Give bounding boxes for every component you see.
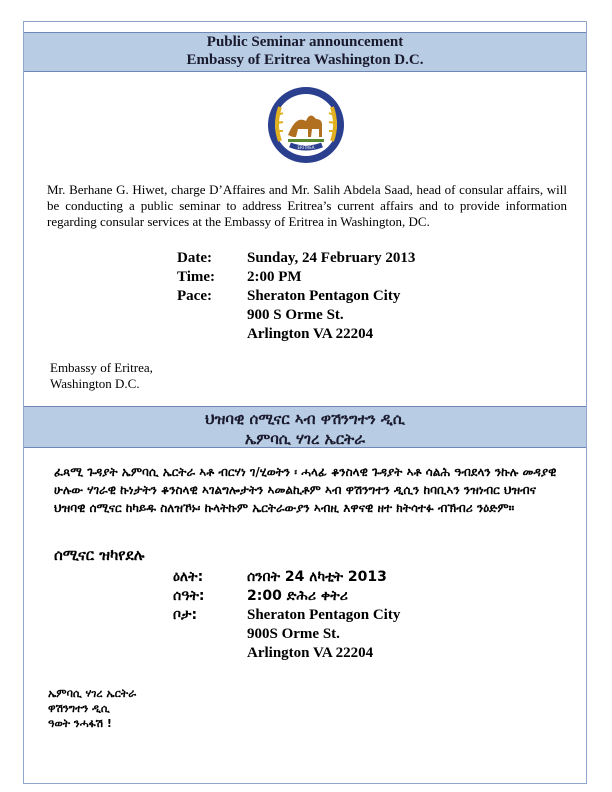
time-value: 2:00 PM bbox=[247, 269, 302, 285]
emblem-text: ERITREA bbox=[297, 145, 315, 150]
tigrinya-date-label: ዕለት: bbox=[173, 569, 204, 585]
english-header-line2: Embassy of Eritrea Washington D.C. bbox=[186, 52, 424, 68]
place-label: Pace: bbox=[177, 288, 212, 304]
date-label: Date: bbox=[177, 250, 212, 266]
english-header-bar bbox=[24, 32, 586, 72]
tigrinya-header-line1: ህዝባዊ ሰሚናር ኣብ ዋሽንግተን ዲሲ bbox=[205, 410, 405, 428]
tigrinya-heading: ሰሚናር ዝካየደሉ bbox=[54, 546, 145, 564]
tigrinya-place-label: ቦታ: bbox=[173, 607, 198, 623]
tigrinya-place-line2: 900S Orme St. bbox=[247, 626, 340, 642]
signature-line1: Embassy of Eritrea, bbox=[50, 360, 153, 375]
english-intro-paragraph: Mr. Berhane G. Hiwet, charge D’Affaires and Mr. Salih Abdela Saad, head of consular affairs, will be conducting a public seminar to address Eritrea’s current affairs and to provide information regarding consular services at the Embassy of Eritrea in Washington, DC. bbox=[47, 182, 567, 229]
eritrea-coat-of-arms-icon bbox=[266, 85, 346, 165]
time-label: Time: bbox=[177, 269, 216, 285]
tigrinya-signature-line3: ዓወት ንሓፋሽ ! bbox=[48, 717, 112, 730]
tigrinya-date-value: ሰንበት 24 ለካቲት 2013 bbox=[247, 569, 387, 585]
signature-line2: Washington D.C. bbox=[50, 376, 140, 391]
tigrinya-intro-paragraph: ፈጻሚ ጉዳያት ኤምባሲ ኤርትራ ኣቶ ብርሃነ ገ/ሂወትን ፡ ሓላፊ ቆንስላዊ ጉዳያት ኣቶ ሳልሕ ዓብደላን ንኩሉ መዳያዊ ሁሉው ሃገራዊ ኩነታትን ቆንስላዊ ኣገልግሎታትን ኣመልኪቶም ኣብ ዋሽንግተን ዲሲን ከባቢኣን ንዝነብር ህዝብና ህዝባዊ ሰሚናር ከካይዱ ስለዝኾኑ፡ ኩላትኩም ኤርትራውያን ኣብዚ እዋናዊ ዘተ ክትሳተፉ ብኽብሪ ንዕድም። bbox=[54, 465, 557, 515]
place-line3: Arlington VA 22204 bbox=[247, 326, 374, 342]
english-signature bbox=[50, 360, 153, 392]
tigrinya-header-line2: ኤምባሲ ሃገረ ኤርትራ bbox=[244, 430, 366, 448]
place-line2: 900 S Orme St. bbox=[247, 307, 344, 323]
tigrinya-time-label: ሰዓት: bbox=[173, 588, 205, 604]
english-header-line1: Public Seminar announcement bbox=[206, 34, 404, 50]
tigrinya-header-bar bbox=[24, 406, 586, 448]
place-line1: Sheraton Pentagon City bbox=[247, 288, 401, 304]
tigrinya-place-line1: Sheraton Pentagon City bbox=[247, 607, 401, 623]
tigrinya-signature-line2: ዋሽንግተን ዲሲ bbox=[48, 702, 110, 715]
date-value: Sunday, 24 February 2013 bbox=[247, 250, 416, 266]
tigrinya-place-line3: Arlington VA 22204 bbox=[247, 645, 374, 661]
tigrinya-signature-line1: ኤምባሲ ሃገረ ኤርትራ bbox=[48, 687, 137, 700]
tigrinya-signature bbox=[48, 686, 136, 731]
tigrinya-time-value: 2:00 ድሕሪ ቀትሪ bbox=[247, 588, 348, 604]
